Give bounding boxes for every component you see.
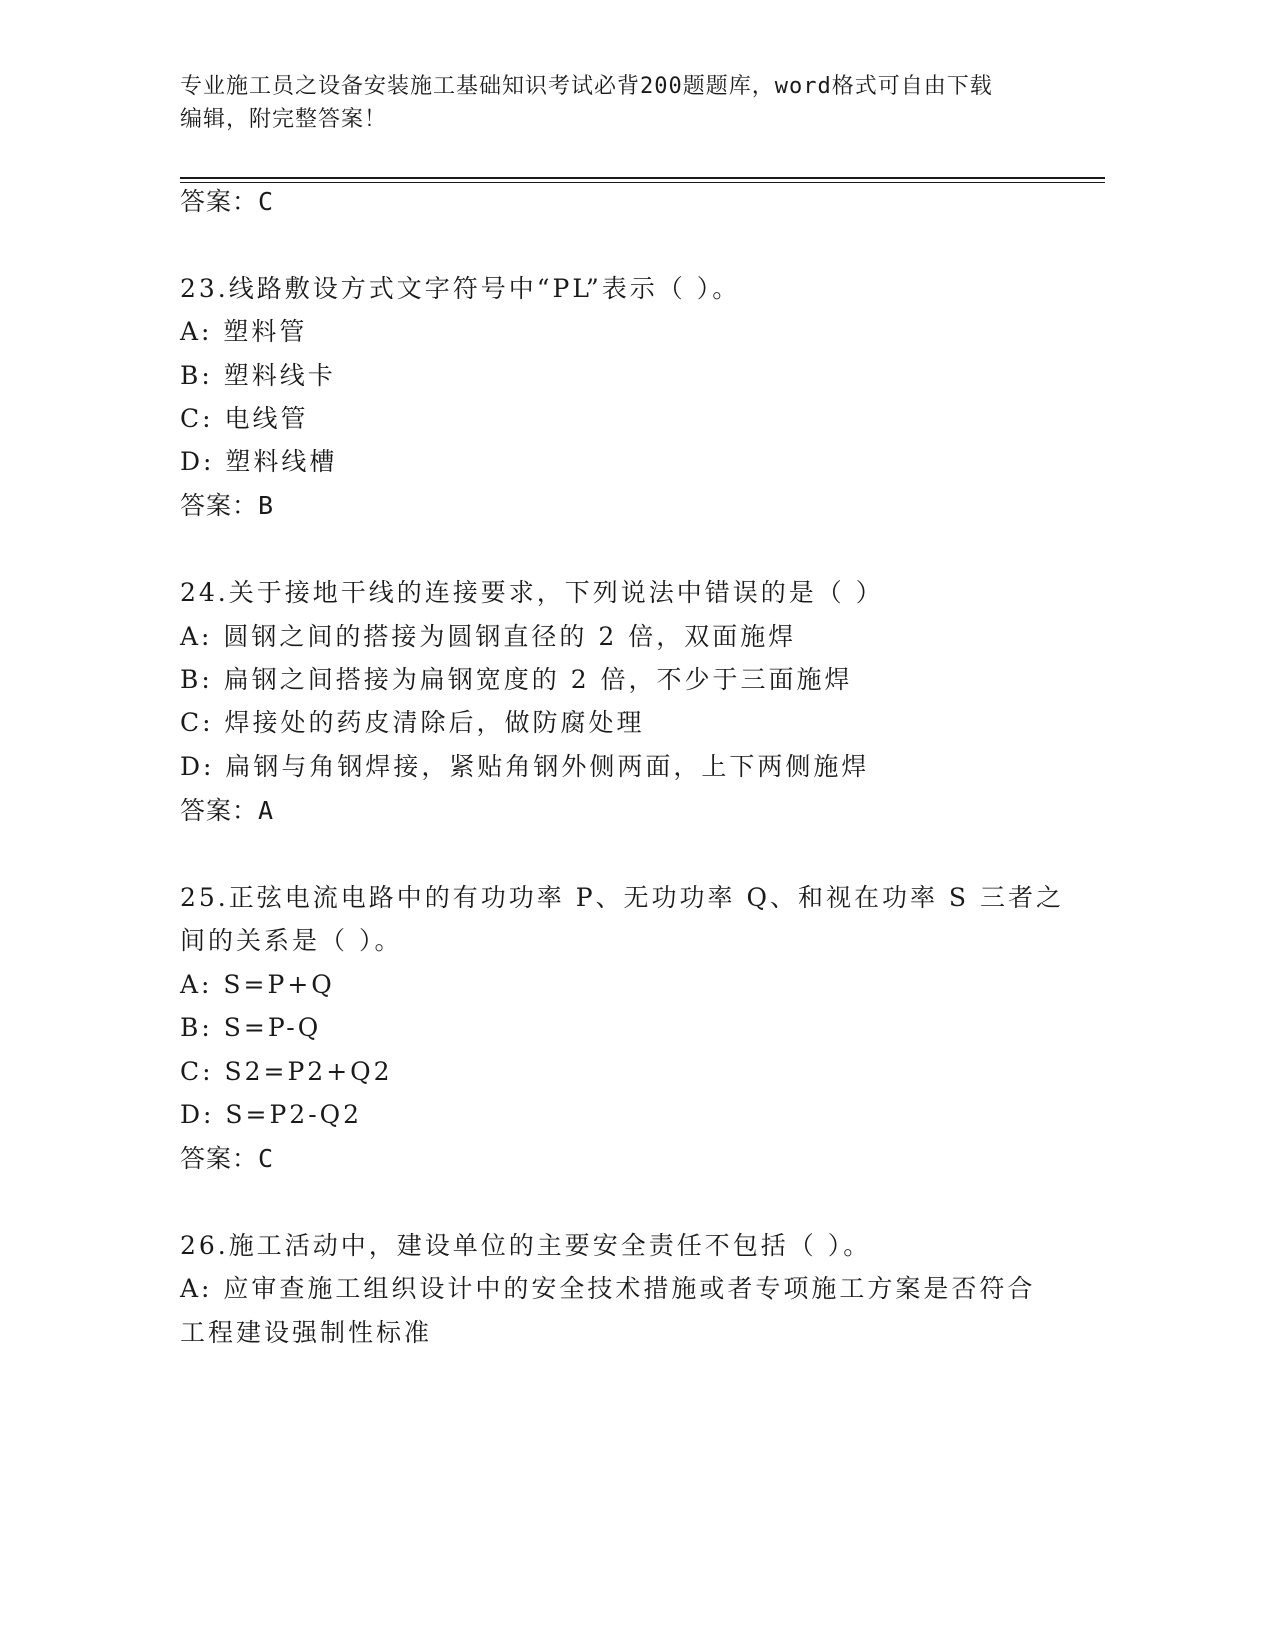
header-title-line1: 专业施工员之设备安装施工基础知识考试必背200题题库，word格式可自由下载 (180, 74, 993, 99)
question-25-stem-line1: 25.正弦电流电路中的有功功率 P、无功功率 Q、和视在功率 S 三者之 (180, 883, 1064, 912)
question-23-option-b: B: 塑料线卡 (180, 361, 336, 390)
answer-22: 答案：C (180, 187, 275, 216)
question-25-answer: 答案：C (180, 1144, 275, 1173)
header-title-line2: 编辑，附完整答案！ (180, 107, 388, 132)
question-25-option-d: D: S=P2-Q2 (180, 1100, 363, 1129)
question-24-option-b: B: 扁钢之间搭接为扁钢宽度的 2 倍，不少于三面施焊 (180, 665, 853, 694)
header-divider-thin (180, 182, 1105, 183)
question-23-option-a: A: 塑料管 (180, 317, 308, 346)
question-24-stem: 24.关于接地干线的连接要求，下列说法中错误的是（ ） (180, 578, 884, 607)
question-24-answer: 答案：A (180, 796, 275, 825)
question-26-option-a-line1: A: 应审查施工组织设计中的安全技术措施或者专项施工方案是否符合 (180, 1274, 1036, 1303)
question-24-option-d: D: 扁钢与角钢焊接，紧贴角钢外侧两面，上下两侧施焊 (180, 752, 870, 781)
question-26-stem: 26.施工活动中，建设单位的主要安全责任不包括（ ）。 (180, 1231, 872, 1260)
question-24-option-c: C: 焊接处的药皮清除后，做防腐处理 (180, 708, 645, 737)
question-26-option-a-line2: 工程建设强制性标准 (180, 1318, 433, 1347)
header-divider-thick (180, 177, 1105, 179)
question-25-option-a: A: S=P+Q (180, 970, 335, 999)
question-23-option-d: D: 塑料线槽 (180, 447, 338, 476)
question-25-stem-line2: 间的关系是（ ）。 (180, 926, 403, 955)
question-23-option-c: C: 电线管 (180, 404, 309, 433)
question-23-stem: 23.线路敷设方式文字符号中“PL”表示（ ）。 (180, 274, 741, 303)
question-25-option-b: B: S=P-Q (180, 1013, 322, 1042)
question-23-answer: 答案：B (180, 491, 275, 520)
question-25-option-c: C: S2=P2+Q2 (180, 1057, 393, 1086)
question-24-option-a: A: 圆钢之间的搭接为圆钢直径的 2 倍，双面施焊 (180, 622, 797, 651)
document-header (180, 70, 1060, 136)
